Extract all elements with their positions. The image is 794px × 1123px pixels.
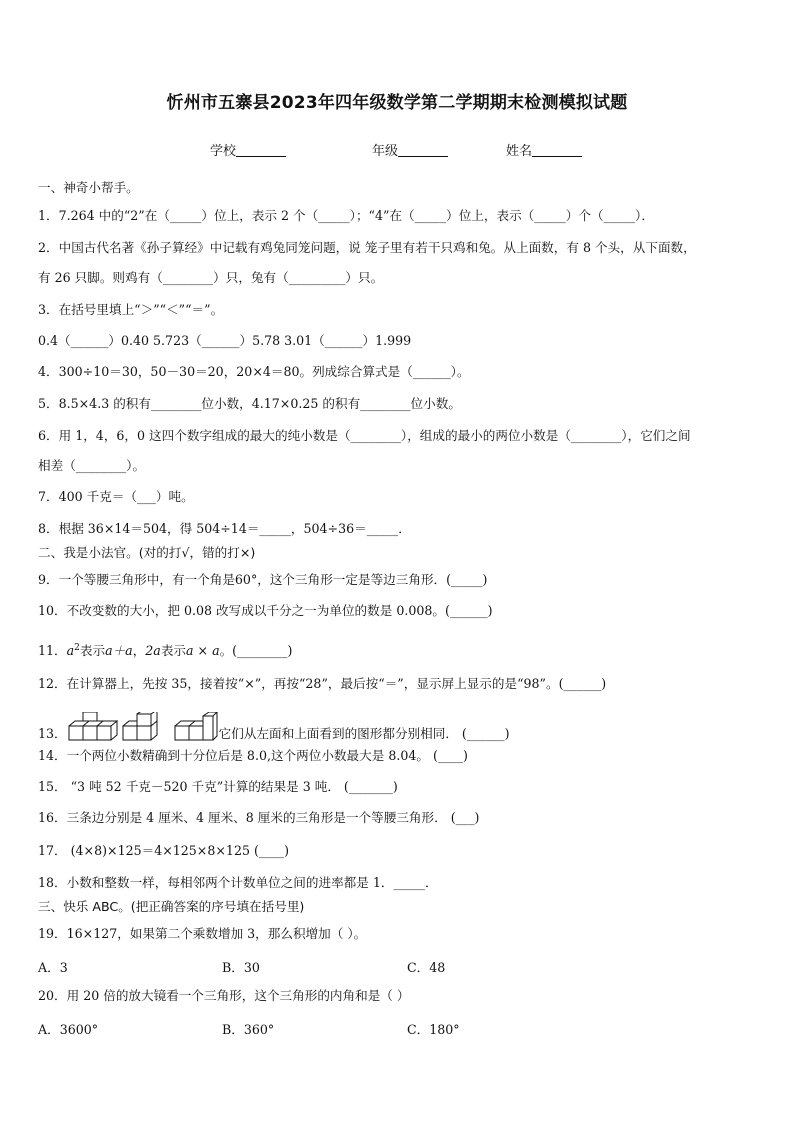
q20-option-b[interactable]: B．360° (222, 1022, 275, 1037)
question-9: 9．一个等腰三角形中，有一个角是60°，这个三角形一定是等边三角形．(_____) (38, 572, 488, 587)
question-5: 5．8.5×4.3 的积有________位小数，4.17×0.25 的积有________位小数。 (38, 396, 461, 411)
q20-option-a[interactable]: A．3600° (38, 1022, 99, 1037)
q20-option-c[interactable]: C．180° (407, 1022, 460, 1037)
q11-exponent: 2 (74, 643, 80, 653)
question-2-line-2: 有 26 只脚。则鸡有（________）只，兔有（_________）只。 (38, 270, 384, 285)
q19-option-c[interactable]: C．48 (407, 960, 446, 975)
q11-text-2: ， (132, 643, 146, 659)
q11-text-3: 表示 (160, 643, 186, 659)
question-16: 16．三条边分别是 4 厘米、4 厘米、8 厘米的三角形是一个等腰三角形． (___) (38, 810, 480, 825)
question-14: 14．一个两位小数精确到十分位后是 8.0,这个两位小数最大是 8.04。 (____) (38, 748, 468, 763)
question-10: 10．不改变数的大小，把 0.08 改写成以千分之一为单位的数是 0.008。(______) (38, 603, 493, 618)
school-label: 学校 (210, 144, 237, 159)
section-2-heading: 二、我是小法官。(对的打√，错的打×) (38, 545, 256, 560)
q19-option-a[interactable]: A．3 (38, 960, 68, 975)
question-19: 19．16×127，如果第二个乘数增加 3，那么积增加（ ）。 (38, 926, 367, 941)
question-13 (38, 712, 510, 746)
question-2-line-1: 2．中国古代名著《孙子算经》中记载有鸡兔同笼问题，说 笼子里有若干只鸡和兔。从上面数，有 8 个头，从下面数， (38, 240, 696, 255)
q11-text-4: 。(________) (219, 643, 293, 659)
q11-2a: 2a (145, 643, 161, 659)
grade-blank[interactable] (398, 143, 448, 157)
question-12: 12．在计算器上，先按 35，接着按“×”，再按“28”，最后按“＝”，显示屏上显示的是“98”。(______) (38, 676, 607, 691)
cube-figures-icon (67, 712, 219, 746)
question-3: 3．在括号里填上“＞”“＜”“＝”。 (38, 302, 224, 317)
question-8: 8．根据 36×14＝504，得 504÷14＝_____，504÷36＝_____． (38, 521, 411, 536)
name-blank[interactable] (532, 143, 582, 157)
question-6-line-2: 相差（________）。 (38, 458, 146, 473)
q11-a-times-a: a × a (186, 643, 220, 659)
question-17: 17． (4×8)×125＝4×125×8×125 (____) (38, 843, 289, 858)
name-label: 姓名 (506, 144, 533, 159)
grade-field[interactable] (372, 140, 448, 159)
q11-a-plus-a: a＋a (105, 643, 133, 659)
school-blank[interactable] (236, 143, 286, 157)
section-3-heading: 三、快乐 ABC。(把正确答案的序号填在括号里) (38, 899, 305, 914)
q11-number: 11． (38, 643, 67, 659)
question-18: 18．小数和整数一样，每相邻两个计数单位之间的进率都是 1．_____． (38, 875, 438, 890)
question-7: 7．400 千克＝（___）吨。 (38, 489, 194, 504)
grade-label: 年级 (372, 144, 399, 159)
question-11 (38, 640, 292, 659)
q13-number: 13． (38, 726, 67, 741)
q11-text-1: 表示 (79, 643, 106, 659)
q13-text: 它们从左面和上面看到的图形都分别相同． (______) (218, 726, 510, 741)
section-1-heading: 一、神奇小帮手。 (38, 180, 139, 195)
school-field[interactable] (210, 140, 286, 159)
name-field[interactable] (506, 140, 582, 159)
question-4: 4．300÷10＝30，50－30＝20，20×4＝80。列成综合算式是（______）。 (38, 364, 470, 379)
question-15: 15． “3 吨 52 千克－520 千克”计算的结果是 3 吨． (_______) (38, 779, 398, 794)
question-20: 20．用 20 倍的放大镜看一个三角形，这个三角形的内角和是（ ） (38, 988, 410, 1003)
question-6-line-1: 6．用 1，4，6，0 这四个数字组成的最大的纯小数是（________），组成的最小的两位小数是（________），它们之间 (38, 428, 691, 443)
page-title: 忻州市五寨县2023年四年级数学第二学期期末检测模拟试题 (166, 93, 628, 113)
q11-a: a (66, 643, 75, 659)
question-1: 1．7.264 中的“2”在（_____）位上，表示 2 个（_____）；“4”在（_____）位上，表示（_____）个（_____）． (38, 208, 654, 223)
question-3-items: 0.4（______）0.40 5.723（______）5.78 3.01（______）1.999 (38, 333, 412, 348)
q19-option-b[interactable]: B．30 (222, 960, 260, 975)
